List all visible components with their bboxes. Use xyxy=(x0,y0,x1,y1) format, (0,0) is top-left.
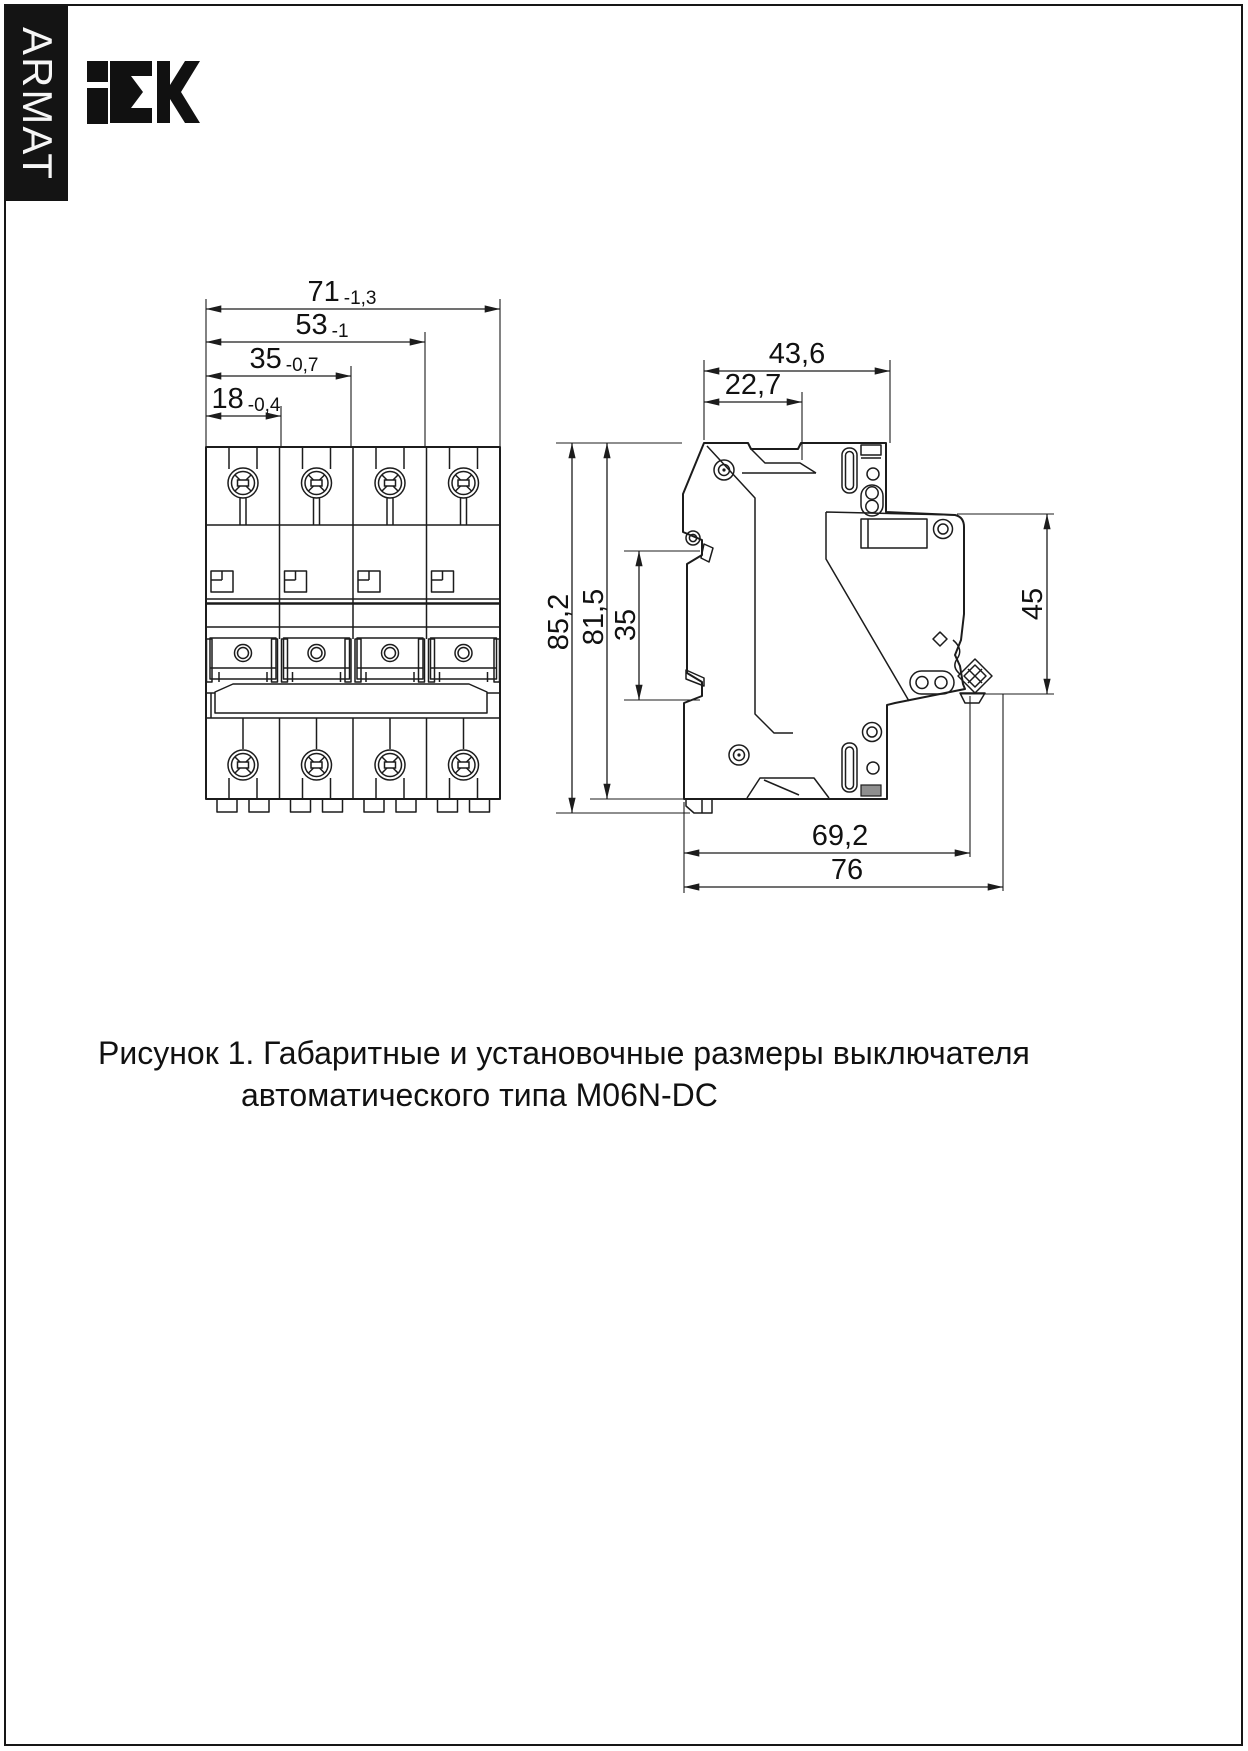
mount-tab xyxy=(211,571,233,592)
label-recess xyxy=(910,671,954,694)
document-page xyxy=(4,4,1243,1746)
svg-text:35: 35 xyxy=(610,608,642,642)
svg-text:45: 45 xyxy=(1017,587,1049,621)
square-hole xyxy=(933,632,947,646)
svg-text:43,6: 43,6 xyxy=(768,338,826,370)
dim-depth-43-6 xyxy=(704,338,890,371)
terminal-screw xyxy=(449,447,479,525)
window-divider xyxy=(345,639,361,682)
figure-caption-line1: Рисунок 1. Габаритные и установочные размеры выключателя xyxy=(98,1035,1030,1071)
din-latch-bottom xyxy=(842,723,882,797)
svg-text:22,7: 22,7 xyxy=(724,369,782,401)
svg-text:81,5: 81,5 xyxy=(578,588,610,646)
side-view-body xyxy=(683,443,992,813)
svg-text:85,2: 85,2 xyxy=(543,593,575,651)
indicator-window xyxy=(431,638,497,682)
terminal-screw xyxy=(364,718,416,812)
window-divider xyxy=(419,639,435,682)
din-clip-foot xyxy=(686,799,712,813)
din-latch-top xyxy=(842,445,883,516)
housing-rivet xyxy=(729,745,749,765)
module-dividers xyxy=(280,447,427,799)
latch-pedestal xyxy=(747,778,829,798)
indicator-window xyxy=(210,638,276,682)
side-view-outline xyxy=(683,443,965,799)
terminal-screw xyxy=(375,447,405,525)
dim-height-85-2 xyxy=(543,443,575,813)
dim-width-18 xyxy=(206,383,281,416)
dim-height-81-5 xyxy=(578,443,610,799)
toggle-bar xyxy=(206,684,500,718)
window-divider xyxy=(272,639,288,682)
front-view xyxy=(206,276,500,812)
dim-width-71 xyxy=(206,276,500,309)
dim-rail-35 xyxy=(610,551,642,700)
terminal-screw xyxy=(217,718,269,812)
mount-tab xyxy=(432,571,454,592)
indicator-window xyxy=(357,638,423,682)
svg-text:69,2: 69,2 xyxy=(811,820,869,852)
dim-width-35 xyxy=(206,343,351,376)
svg-text:71-1,3: 71 -1,3 xyxy=(307,276,377,309)
svg-text:76: 76 xyxy=(830,854,864,886)
side-view-dimensions xyxy=(543,338,1054,893)
svg-text:53-1: 53 -1 xyxy=(295,309,349,342)
terminal-screw xyxy=(291,718,343,812)
svg-text:18-0,4: 18 -0,4 xyxy=(211,383,281,416)
svg-text:35-0,7: 35 -0,7 xyxy=(249,343,319,376)
dim-front-45 xyxy=(1017,514,1049,694)
front-view-body xyxy=(206,447,500,812)
technical-drawing xyxy=(6,6,1243,947)
dim-width-53 xyxy=(206,309,425,342)
mount-tab xyxy=(285,571,307,592)
figure-caption xyxy=(98,1032,1030,1116)
housing-rivet xyxy=(714,460,734,480)
dim-depth-22-7 xyxy=(704,369,802,402)
side-view xyxy=(543,338,1054,893)
dim-depth-76 xyxy=(684,854,1003,887)
indicator-window xyxy=(284,638,350,682)
dim-depth-69-2 xyxy=(684,820,970,853)
armat-brand-label: ARMAT xyxy=(14,26,61,181)
terminal-block xyxy=(861,519,953,548)
din-rail-tab xyxy=(701,544,713,562)
terminal-screw xyxy=(438,718,490,812)
terminal-screw xyxy=(302,447,332,525)
front-view-dimensions xyxy=(206,276,500,447)
terminal-screw xyxy=(228,447,258,525)
figure-caption-line2: автоматического типа M06N-DC xyxy=(241,1077,718,1113)
mount-tab xyxy=(358,571,380,592)
